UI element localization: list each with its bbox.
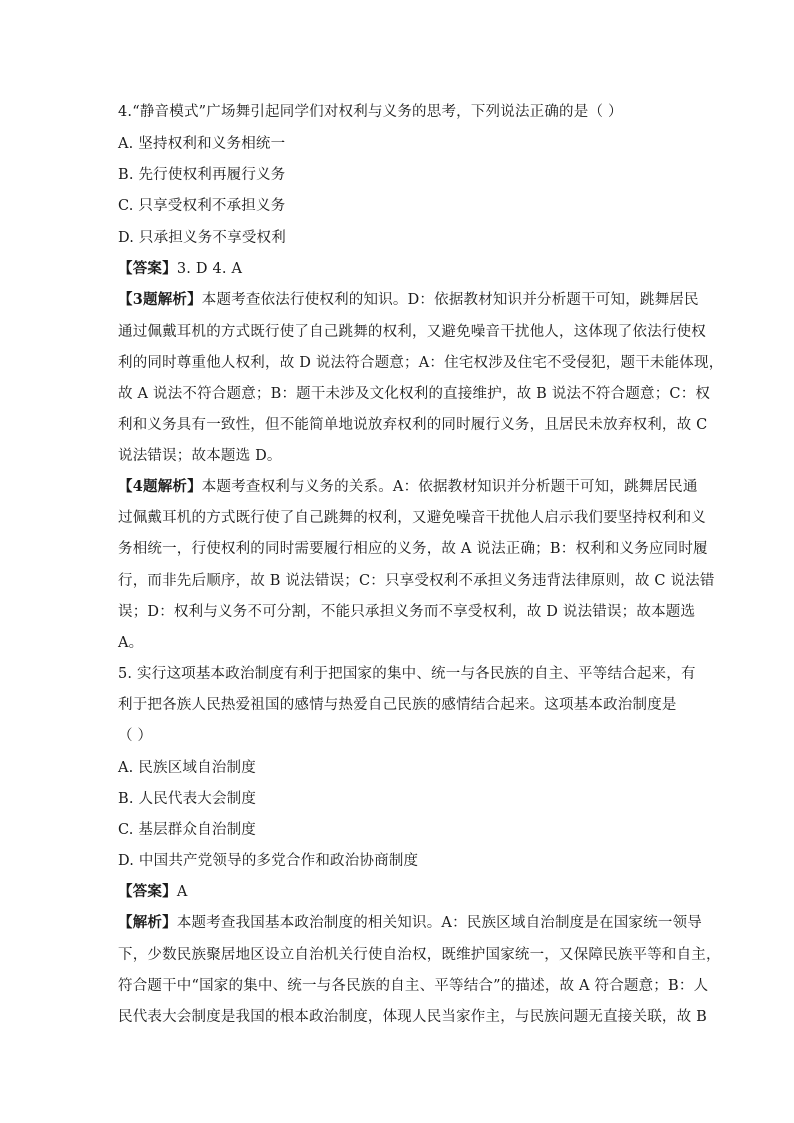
question-4-option-d: D. 只承担义务不享受权利 [118,230,286,246]
analysis-4-line-1: 【4题解析】本题考查权利与义务的关系。A：依据教材知识并分析题干可知，跳舞居民通 [118,478,698,495]
question-5-stem-line-1: 5. 实行这项基本政治制度有利于把国家的集中、统一与各民族的自主、平等结合起来，有 [118,666,696,682]
analysis-4-line-6: A。 [118,635,144,651]
question-4-option-b: B. 先行使权利再履行义务 [118,167,286,183]
answer-5-value: A [176,884,188,900]
analysis-5-line-3: 符合题干中“国家的集中、统一与各民族的自主、平等结合”的描述，故 A 符合题意；B：人 [118,978,709,994]
question-5-option-d: D. 中国共产党领导的多党合作和政治协商制度 [118,853,419,869]
answer-label: 【答案】 [118,260,177,277]
analysis-4-label: 【4题解析】 [118,478,202,495]
answer-value: 3. D 4. A [176,261,243,277]
analysis-3-line-5: 利和义务具有一致性，但不能简单地说放弃权利的同时履行义务，且居民未放弃权利，故 C [118,417,708,433]
analysis-3-label: 【3题解析】 [118,291,202,308]
analysis-4-line-2: 过佩戴耳机的方式既行使了自己跳舞的权利，又避免噪音干扰他人启示我们要坚持权利和义 [118,510,706,526]
analysis-3-line-1: 【3题解析】本题考查依法行使权利的知识。D：依据教材知识并分析题干可知，跳舞居民 [118,291,699,308]
answer-5-label: 【答案】 [118,883,177,900]
analysis-5-label: 【解析】 [118,914,177,931]
analysis-4-line-4: 行，而非先后顺序，故 B 说法错误；C：只享受权利不承担义务违背法律原则，故 C 说法错 [118,573,715,589]
analysis-4-line-5: 误；D：权利与义务不可分割，不能只承担义务而不享受权利，故 D 说法错误；故本题选 [118,604,696,620]
question-5-option-b: B. 人民代表大会制度 [118,791,257,807]
analysis-3-line-2: 通过佩戴耳机的方式既行使了自己跳舞的权利，又避免噪音干扰他人，这体现了依法行使权 [118,324,706,340]
question-4-option-c: C. 只享受权利不承担义务 [118,198,286,214]
answer-3-4 [118,259,242,279]
analysis-3-line-6: 说法错误；故本题选 D。 [118,448,282,464]
analysis-5-line-4: 民代表大会制度是我国的根本政治制度，体现人民当家作主，与民族问题无直接关联，故 B [118,1009,707,1025]
question-5-stem-line-3: （ ） [118,728,153,744]
analysis-3-line-3: 利的同时尊重他人权利，故 D 说法符合题意；A：住宅权涉及住宅不受侵犯，题干未能体现， [118,355,724,371]
analysis-3-line-4: 故 A 说法不符合题意；B：题干未涉及文化权利的直接维护，故 B 说法不符合题意；C：权 [118,386,711,402]
question-5-stem-line-2: 利于把各族人民热爱祖国的感情与热爱自己民族的感情结合起来。这项基本政治制度是 [118,697,677,713]
analysis-5-line-1: 【解析】本题考查我国基本政治制度的相关知识。A：民族区域自治制度是在国家统一领导 [118,914,702,931]
question-4-stem: 4.“静音模式”广场舞引起同学们对权利与义务的思考，下列说法正确的是（ ） [118,104,623,120]
question-5-option-c: C. 基层群众自治制度 [118,822,256,838]
answer-5 [118,882,187,902]
question-5-option-a: A. 民族区域自治制度 [118,760,256,776]
analysis-4-line-3: 务相统一，行使权利的同时需要履行相应的义务，故 A 说法正确；B：权利和义务应同时履 [118,541,708,557]
question-4-option-a: A. 坚持权利和义务相统一 [118,136,286,152]
analysis-5-line-2: 下，少数民族聚居地区设立自治机关行使自治权，既维护国家统一，又保障民族平等和自主， [118,947,721,963]
